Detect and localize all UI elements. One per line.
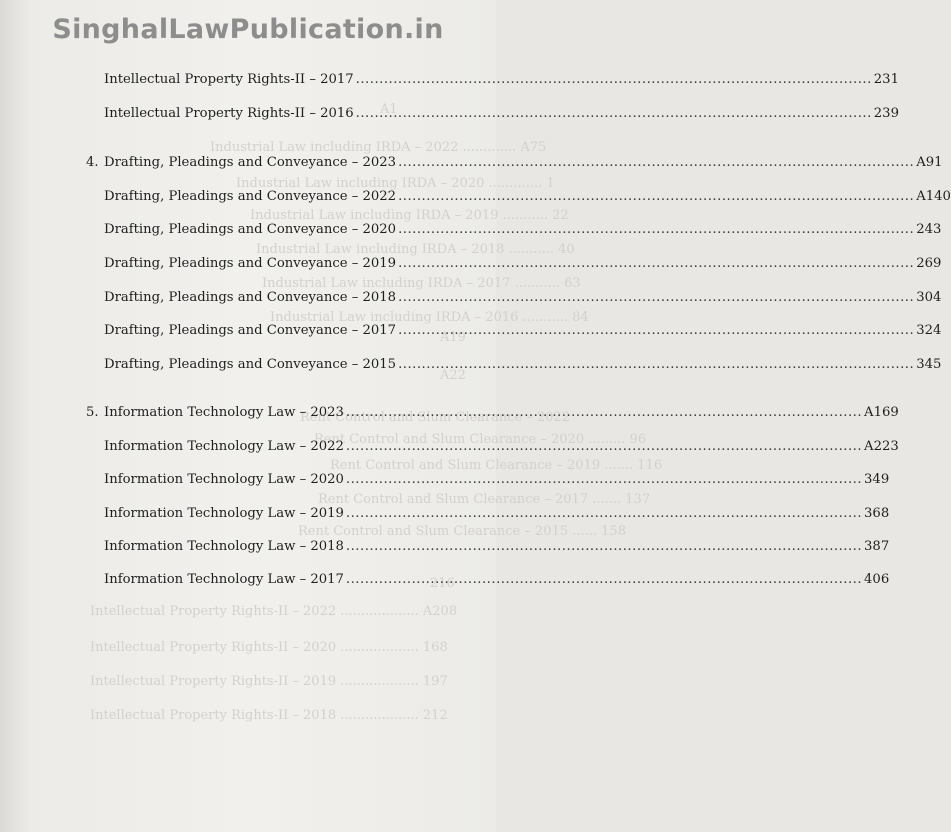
- dot-leader: [398, 323, 914, 338]
- entry-title: Information Technology Law – 2019: [104, 506, 344, 521]
- entry-title: Information Technology Law – 2022: [104, 439, 344, 454]
- entry-title: Drafting, Pleadings and Conveyance – 2015: [104, 357, 397, 372]
- entry-page: 243: [916, 222, 942, 237]
- toc-entry[interactable]: [104, 106, 899, 126]
- entry-title: Drafting, Pleadings and Conveyance – 2017: [104, 323, 397, 338]
- entry-title: Information Technology Law – 2017: [104, 572, 344, 587]
- entry-page: 304: [916, 290, 942, 305]
- dot-leader: [398, 357, 914, 372]
- section-number: 5.: [86, 405, 99, 420]
- dot-leader: [346, 572, 862, 587]
- entry-title: Drafting, Pleadings and Conveyance – 2020: [104, 222, 397, 237]
- entry-page: 239: [873, 106, 899, 121]
- toc-section-entry[interactable]: [86, 155, 943, 175]
- entry-title: Drafting, Pleadings and Conveyance – 2018: [104, 290, 397, 305]
- dot-leader: [346, 506, 862, 521]
- entry-page: A169: [864, 405, 899, 420]
- toc-section-entry[interactable]: [86, 405, 899, 425]
- entry-title: Drafting, Pleadings and Conveyance – 2022: [104, 189, 397, 204]
- toc-entry[interactable]: [104, 256, 942, 276]
- entry-page: 269: [916, 256, 942, 271]
- dot-leader: [398, 256, 914, 271]
- toc-entry[interactable]: [104, 572, 890, 592]
- entry-title: Drafting, Pleadings and Conveyance – 2023: [104, 155, 397, 170]
- dot-leader: [398, 155, 914, 170]
- entry-title: Intellectual Property Rights-II – 2017: [104, 72, 354, 87]
- entry-page: 368: [864, 506, 890, 521]
- toc-entry[interactable]: [104, 222, 942, 242]
- toc-entry[interactable]: [104, 357, 942, 377]
- bleed-through-background: A1 Industrial Law including IRDA – 2022 ............. A75 Industrial Law including IRDA – 2020 ............. 1 Industrial Law including IRDA – 2019 ........... 22 Industrial Law including IRDA – 2018 ........... 40 Industrial Law including IRDA – 2017 ........... 63 Industrial Law including IRDA – 2016 ........... 84 A19 A22 Rent Control and Slum Clearance – 2022 Rent Control and Slum Clearance – 2020 ......... 96 Rent Control and Slum Clearance – 2019 ....... 116 Rent Control and Slum Clearance – 2017 ....... 137 Rent Control and Slum Clearance – 2015 ...... 158 216 Intellectual Property Rights-II – 2022 ................... A208 Intellectual Property Rights-II – 2020 ................... 168 Intellectual Property Rights-II – 2019 ................... 197 Intellectual Property Rights-II – 2018 ................... 212: [90, 102, 663, 723]
- section-number: 4.: [86, 155, 99, 170]
- entry-page: 345: [916, 357, 942, 372]
- dot-leader: [356, 106, 872, 121]
- dot-leader: [398, 222, 914, 237]
- toc-entry[interactable]: [104, 472, 890, 492]
- entry-title: Information Technology Law – 2020: [104, 472, 344, 487]
- entry-page: 406: [864, 572, 890, 587]
- toc-entry[interactable]: [104, 439, 899, 459]
- toc-entry[interactable]: [104, 72, 899, 92]
- dot-leader: [398, 189, 914, 204]
- entry-page: A91: [916, 155, 943, 170]
- entry-page: 231: [873, 72, 899, 87]
- toc-entry[interactable]: [104, 323, 942, 343]
- toc-entry[interactable]: [104, 189, 951, 209]
- entry-page: A140: [916, 189, 951, 204]
- toc-entry[interactable]: [104, 539, 890, 559]
- entry-page: 349: [864, 472, 890, 487]
- dot-leader: [346, 539, 862, 554]
- toc-entry[interactable]: [104, 506, 890, 526]
- watermark-text: SinghalLawPublication.in: [52, 14, 444, 45]
- dot-leader: [346, 472, 862, 487]
- entry-page: 324: [916, 323, 942, 338]
- entry-page: 387: [864, 539, 890, 554]
- dot-leader: [398, 290, 914, 305]
- dot-leader: [346, 405, 862, 420]
- entry-title: Information Technology Law – 2018: [104, 539, 344, 554]
- toc-entry[interactable]: [104, 290, 942, 310]
- dot-leader: [356, 72, 872, 87]
- entry-title: Intellectual Property Rights-II – 2016: [104, 106, 354, 121]
- entry-title: Drafting, Pleadings and Conveyance – 2019: [104, 256, 397, 271]
- dot-leader: [346, 439, 862, 454]
- entry-title: Information Technology Law – 2023: [104, 405, 344, 420]
- entry-page: A223: [864, 439, 899, 454]
